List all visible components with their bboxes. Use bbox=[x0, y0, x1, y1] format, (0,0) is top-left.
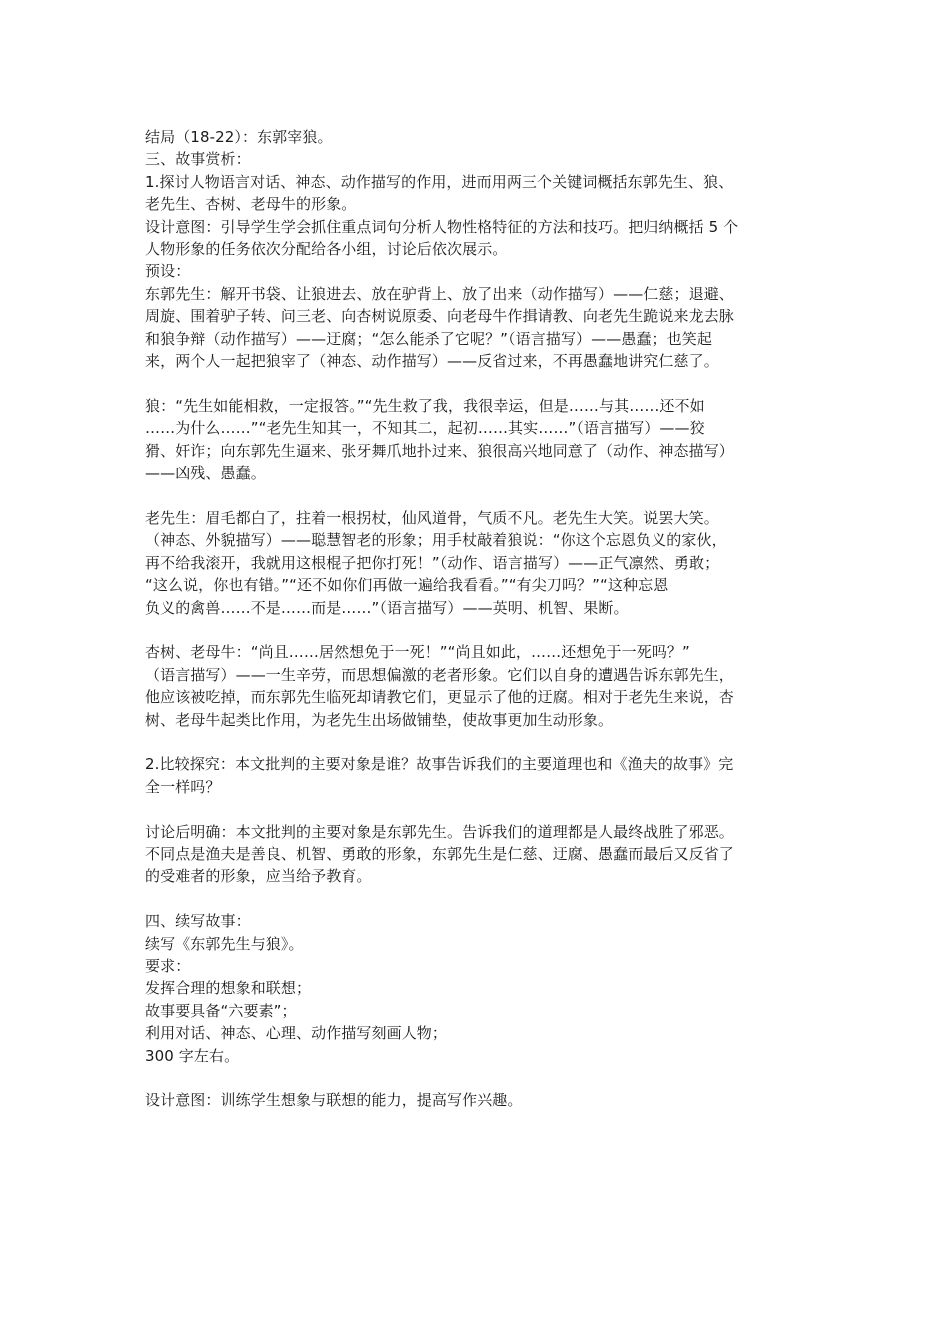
text-line: （神态、外貌描写）——聪慧智老的形象；用手杖敲着狼说：“你这个忘恩负义的家伙， bbox=[145, 531, 727, 550]
text-line: 设计意图：引导学生学会抓住重点词句分析人物性格特征的方法和技巧。把归纳概括 5 个 bbox=[145, 217, 739, 236]
text-line: 的受难者的形象，应当给予教育。 bbox=[145, 867, 372, 886]
text-line: 人物形象的任务依次分配给各小组，讨论后依次展示。 bbox=[145, 240, 508, 259]
paragraph bbox=[145, 977, 815, 999]
text-line: 讨论后明确：本文批判的主要对象是东郭先生。告诉我们的道理都是人最终战胜了邪恶。 bbox=[145, 822, 734, 841]
text-line: （语言描写）——一生辛劳，而思想偏激的老者形象。它们以自身的遭遇告诉东郭先生， bbox=[145, 665, 734, 684]
text-line: 预设： bbox=[145, 262, 191, 281]
text-line: 狼：“先生如能相救，一定报答。”“先生救了我，我很幸运，但是……与其……还不如 bbox=[145, 396, 705, 415]
paragraph bbox=[145, 955, 815, 977]
paragraph bbox=[145, 216, 815, 261]
paragraph-spacer bbox=[145, 1067, 815, 1089]
text-line: 利用对话、神态、心理、动作描写刻画人物； bbox=[145, 1024, 448, 1043]
paragraph bbox=[145, 260, 815, 282]
paragraph bbox=[145, 395, 815, 485]
paragraph bbox=[145, 910, 815, 932]
text-line: ——凶残、愚蠢。 bbox=[145, 464, 266, 483]
text-line: 故事要具备“六要素”； bbox=[145, 1001, 297, 1020]
text-line: 要求： bbox=[145, 956, 191, 975]
paragraph-spacer bbox=[145, 798, 815, 820]
text-line: 老先生、杏树、老母牛的形象。 bbox=[145, 195, 357, 214]
paragraph bbox=[145, 933, 815, 955]
text-line: 2.比较探究：本文批判的主要对象是谁？故事告诉我们的主要道理也和《渔夫的故事》完 bbox=[145, 755, 734, 774]
paragraph-spacer bbox=[145, 619, 815, 641]
paragraph bbox=[145, 126, 815, 148]
paragraph bbox=[145, 171, 815, 216]
text-line: 负义的禽兽……不是……而是……”（语言描写）——英明、机智、果断。 bbox=[145, 598, 629, 617]
text-line: 树、老母牛起类比作用，为老先生出场做铺垫，使故事更加生动形象。 bbox=[145, 710, 614, 729]
paragraph bbox=[145, 1045, 815, 1067]
text-line: 全一样吗？ bbox=[145, 777, 221, 796]
document-body bbox=[145, 126, 815, 1112]
paragraph bbox=[145, 753, 815, 798]
text-line: “这么说，你也有错。”“还不如你们再做一遍给我看看。”“有尖刀吗？”“这种忘恩 bbox=[145, 576, 669, 595]
text-line: 四、续写故事： bbox=[145, 912, 251, 931]
text-line: 东郭先生：解开书袋、让狼进去、放在驴背上、放了出来（动作描写）——仁慈；退避、 bbox=[145, 284, 734, 303]
text-line: 设计意图：训练学生想象与联想的能力，提高写作兴趣。 bbox=[145, 1091, 523, 1110]
paragraph bbox=[145, 507, 815, 619]
paragraph bbox=[145, 821, 815, 888]
text-line: 续写《东郭先生与狼》。 bbox=[145, 934, 304, 953]
text-line: 猾、奸诈；向东郭先生逼来、张牙舞爪地扑过来、狼很高兴地同意了（动作、神态描写） bbox=[145, 441, 734, 460]
paragraph bbox=[145, 1022, 815, 1044]
text-line: 老先生：眉毛都白了，拄着一根拐杖，仙风道骨，气质不凡。老先生大笑。说罢大笑。 bbox=[145, 508, 719, 527]
paragraph bbox=[145, 148, 815, 170]
paragraph-spacer bbox=[145, 888, 815, 910]
text-line: 结局（18-22）：东郭宰狼。 bbox=[145, 128, 333, 146]
text-line: 300 字左右。 bbox=[145, 1046, 240, 1065]
paragraph bbox=[145, 1000, 815, 1022]
paragraph-spacer bbox=[145, 731, 815, 753]
paragraph bbox=[145, 283, 815, 373]
text-line: 1.探讨人物语言对话、神态、动作描写的作用，进而用两三个关键词概括东郭先生、狼、 bbox=[145, 172, 734, 191]
text-line: 三、故事赏析： bbox=[145, 150, 251, 169]
text-line: ……为什么……”“老先生知其一，不知其二，起初……其实……”（语言描写）——狡 bbox=[145, 419, 705, 438]
text-line: 再不给我滚开，我就用这根棍子把你打死！”（动作、语言描写）——正气凛然、勇敢； bbox=[145, 553, 720, 572]
text-line: 不同点是渔夫是善良、机智、勇敢的形象，东郭先生是仁慈、迂腐、愚蠢而最后又反省了 bbox=[145, 844, 734, 863]
text-line: 来，两个人一起把狼宰了（神态、动作描写）——反省过来，不再愚蠢地讲究仁慈了。 bbox=[145, 352, 719, 371]
paragraph-spacer bbox=[145, 372, 815, 394]
paragraph bbox=[145, 1089, 815, 1111]
paragraph-spacer bbox=[145, 484, 815, 506]
text-line: 周旋、围着驴子转、问三老、向杏树说原委、向老母牛作揖请教、向老先生跪说来龙去脉 bbox=[145, 307, 734, 326]
paragraph bbox=[145, 641, 815, 731]
text-line: 杏树、老母牛：“尚且……居然想免于一死！”“尚且如此，……还想免于一死吗？” bbox=[145, 643, 690, 662]
text-line: 和狼争辩（动作描写）——迂腐；“怎么能杀了它呢？”（语言描写）——愚蠢；也笑起 bbox=[145, 329, 712, 348]
text-line: 发挥合理的想象和联想； bbox=[145, 979, 312, 998]
text-line: 他应该被吃掉，而东郭先生临死却请教它们，更显示了他的迂腐。相对于老先生来说，杏 bbox=[145, 688, 734, 707]
